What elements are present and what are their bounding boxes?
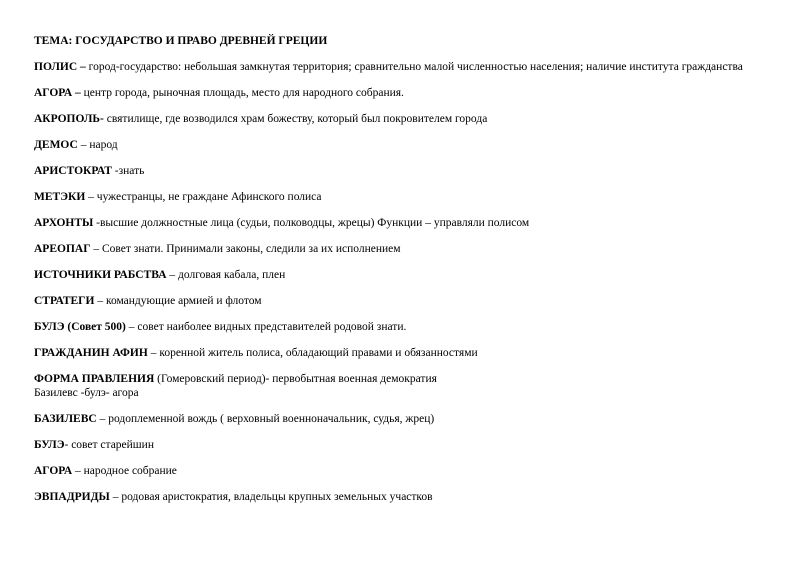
entry-definition: центр города, рыночная площадь, место для народного собрания. — [80, 87, 404, 99]
entry-acropolis — [34, 112, 774, 126]
entry-term: МЕТЭКИ — [34, 191, 86, 203]
entry-demos — [34, 138, 774, 152]
entry-definition: – командующие армией и флотом — [94, 295, 262, 307]
entry-boule-500 — [34, 320, 774, 334]
entry-citizen-athens — [34, 346, 774, 360]
entry-term: БУЛЭ — [34, 439, 65, 451]
entry-term: ФОРМА ПРАВЛЕНИЯ — [34, 373, 155, 385]
entry-definition: город-государство: небольшая замкнутая территория; сравнительно малой численностью населения; наличие института гражданства — [85, 61, 743, 73]
entry-definition: - совет старейшин — [64, 439, 154, 451]
entry-term: АГОРА — [34, 465, 73, 477]
entry-definition: – чужестранцы, не граждане Афинского полиса — [85, 191, 322, 203]
entry-basileus — [34, 412, 774, 426]
entry-definition: – народное собрание — [72, 465, 177, 477]
entry-areopagus — [34, 242, 774, 256]
entry-slavery-sources — [34, 268, 774, 282]
entry-boule-elders — [34, 438, 774, 452]
entry-term: АРИСТОКРАТ — [34, 165, 112, 177]
entry-polis — [34, 60, 774, 74]
entry-term: ПОЛИС – — [34, 61, 86, 73]
entry-agora-assembly — [34, 464, 774, 478]
entry-term: БУЛЭ (Совет 500) — [34, 321, 126, 333]
entry-aristocrat — [34, 164, 774, 178]
entry-definition: – Совет знати. Принимали законы, следили за их исполнением — [90, 243, 401, 255]
entry-subline: Базилевс -булэ- агора — [34, 387, 139, 399]
entry-term: ЭВПАДРИДЫ — [34, 491, 110, 503]
entry-term: ГРАЖДАНИН АФИН — [34, 347, 148, 359]
entry-definition: – долговая кабала, плен — [166, 269, 286, 281]
entry-agora-center — [34, 86, 774, 100]
entry-definition: (Гомеровский период)- первобытная военная демократия — [154, 373, 437, 385]
entry-term: ДЕМОС — [34, 139, 78, 151]
entry-term: АРХОНТЫ — [34, 217, 94, 229]
entry-strategoi — [34, 294, 774, 308]
entry-definition: святилище, где возводился храм божеству, который был покровителем города — [103, 113, 488, 125]
entry-term: АГОРА – — [34, 87, 81, 99]
document-title: ТЕМА: ГОСУДАРСТВО И ПРАВО ДРЕВНЕЙ ГРЕЦИИ — [34, 35, 328, 47]
entry-term: СТРАТЕГИ — [34, 295, 95, 307]
entry-archons — [34, 216, 774, 230]
entry-definition: -высшие должностные лица (судьи, полководцы, жрецы) Функции – управляли полисом — [93, 217, 530, 229]
entry-form-of-government — [34, 372, 774, 400]
entry-definition: – совет наиболее видных представителей родовой знати. — [125, 321, 407, 333]
entry-definition: – народ — [77, 139, 118, 151]
entry-definition: – родоплеменной вождь ( верховный военноначальник, судья, жрец) — [96, 413, 435, 425]
entry-definition: – коренной житель полиса, обладающий правами и обязанностями — [147, 347, 478, 359]
entry-term: АРЕОПАГ — [34, 243, 91, 255]
entry-definition: -знать — [111, 165, 145, 177]
entry-eupatridae — [34, 490, 774, 504]
entry-metics — [34, 190, 774, 204]
entry-term: ИСТОЧНИКИ РАБСТВА — [34, 269, 167, 281]
entry-definition: – родовая аристократия, владельцы крупных земельных участков — [109, 491, 433, 503]
entry-term: БАЗИЛЕВС — [34, 413, 97, 425]
document-content — [34, 34, 774, 516]
entry-term: АКРОПОЛЬ- — [34, 113, 104, 125]
